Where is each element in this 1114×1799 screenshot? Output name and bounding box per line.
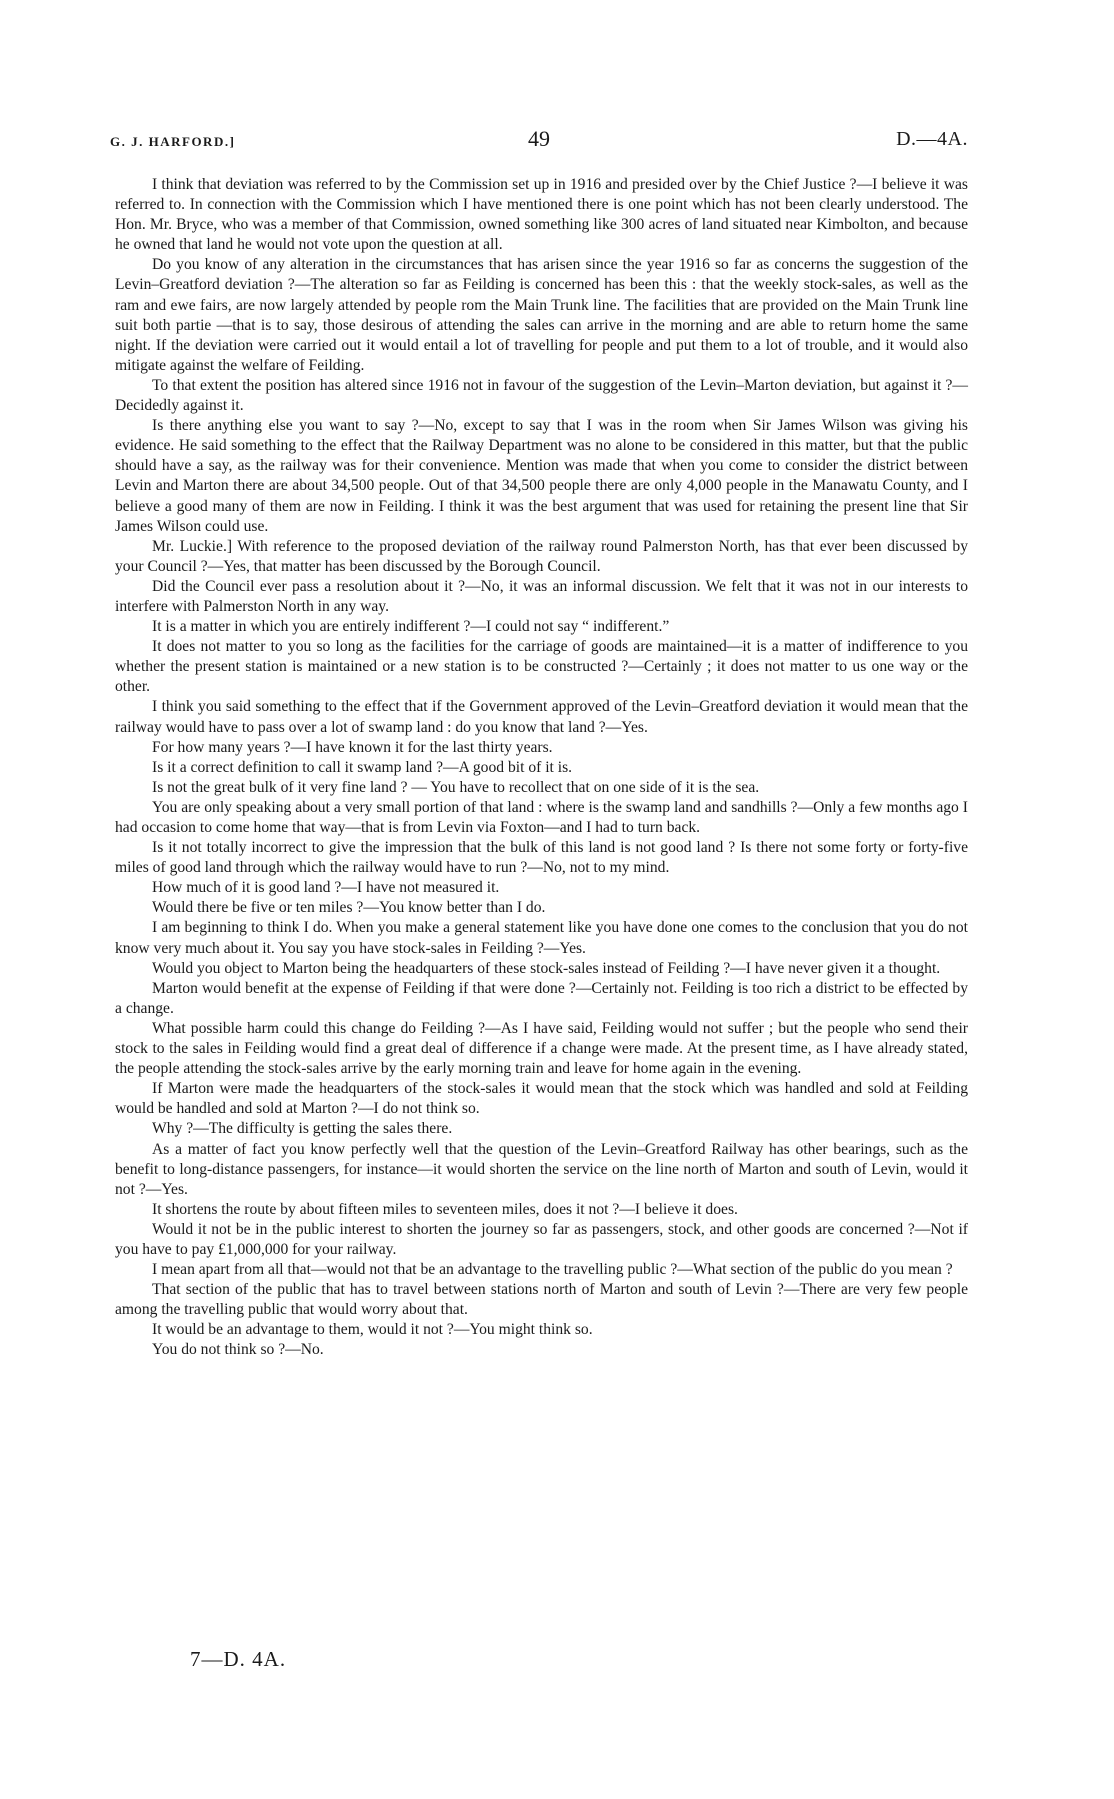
document-code: D.—4A. (896, 128, 968, 150)
paragraph: What possible harm could this change do Feilding ?—As I have said, Feilding would not suffer ; but the people who send their stock to the sales in Feilding would find a great deal of difference if a change were made. At the present time, as I have already stated, the people attending the stock-sales arrive by the early morning train and leave for home again in the evening. (115, 1019, 968, 1078)
paragraph: If Marton were made the headquarters of the stock-sales it would mean that the stock which was handled and sold at Feilding would be handled and sold at Marton ?—I do not think so. (115, 1080, 968, 1118)
paragraph: Mr. Luckie.] With reference to the proposed deviation of the railway round Palmerston North, has that ever been discussed by your Council ?—Yes, that matter has been discussed by the Borough Council. (115, 537, 968, 575)
paragraph: Why ?—The difficulty is getting the sales there. (152, 1120, 453, 1138)
paragraph: You do not think so ?—No. (152, 1341, 324, 1359)
paragraph: I am beginning to think I do. When you make a general statement like you have done one comes to the conclusion that you do not know very much about it. You say you have stock-sales in Feilding ?—Yes. (115, 919, 968, 957)
page-number: 49 (528, 126, 550, 151)
paragraph: How much of it is good land ?—I have not measured it. (152, 879, 500, 897)
paragraph: Is it not totally incorrect to give the impression that the bulk of this land is not good land ? Is there not some forty or forty-five miles of good land through which the railway would have to run ?—No, not to my mind. (115, 839, 968, 877)
paragraph: Would you object to Marton being the headquarters of these stock-sales instead of Feilding ?—I have never given it a thought. (152, 959, 941, 977)
paragraph: You are only speaking about a very small portion of that land : where is the swamp land and sandhills ?—Only a few months ago I had occasion to come home that way—that is from Levin via Foxton—and I had to turn back. (115, 798, 968, 836)
page-header (110, 126, 968, 156)
paragraph: It does not matter to you so long as the facilities for the carriage of goods are maintained—it is a matter of indifference to you whether the present station is maintained or a new station is to be constructed ?—Certainly ; it does not matter to us one way or the other. (115, 638, 968, 696)
paragraph: It is a matter in which you are entirely indifferent ?—I could not say “ indifferent.” (152, 618, 670, 636)
paragraph: Did the Council ever pass a resolution about it ?—No, it was an informal discussion. We felt that it was not in our interests to interfere with Palmerston North in any way. (115, 577, 968, 615)
witness-name: G. J. HARFORD.] (110, 134, 236, 149)
paragraph: Is it a correct definition to call it swamp land ?—A good bit of it is. (152, 758, 573, 776)
paragraph: Marton would benefit at the expense of Feilding if that were done ?—Certainly not. Feilding is too rich a district to be effected by a change. (115, 979, 968, 1017)
paragraph: I think you said something to the effect that if the Government approved of the Levin–Greatford deviation it would mean that the railway would have to pass over a lot of swamp land : do you know that land ?—Yes. (115, 698, 968, 736)
paragraph: I think that deviation was referred to by the Commission set up in 1916 and presided over by the Chief Justice ?—I believe it was referred to. In connection with the Commission which I have mentioned there is one point which has not been clearly understood. The Hon. Mr. Bryce, who was a member of that Commission, owned something like 300 acres of land situated near Kimbolton, and because he owned that land he would not vote upon the question at all. (115, 176, 968, 254)
paragraph: Is not the great bulk of it very fine land ? — You have to recollect that on one side of it is the sea. (152, 778, 760, 796)
paragraph: To that extent the position has altered since 1916 not in favour of the suggestion of the Levin–Marton deviation, but against it ?—Decidedly against it. (115, 376, 968, 415)
paragraph: Would there be five or ten miles ?—You know better than I do. (152, 899, 546, 917)
paragraph: Would it not be in the public interest to shorten the journey so far as passengers, stock, and other goods are concerned ?—Not if you have to pay £1,000,000 for your railway. (115, 1220, 968, 1258)
paragraph: For how many years ?—I have known it for the last thirty years. (152, 738, 553, 756)
body-text (115, 175, 968, 1361)
signature-mark: 7—D. 4A. (190, 1647, 287, 1671)
paragraph: That section of the public that has to travel between stations north of Marton and south of Levin ?—There are very few people among the travelling public that would worry about that. (115, 1281, 968, 1319)
paragraph: Do you know of any alteration in the circumstances that has arisen since the year 1916 so far as concerns the suggestion of the Levin–Greatford deviation ?—The alteration so far as Feilding is concerned has been this : that the weekly stock-sales, as well as the ram and ewe fairs, are now largely attended by people rom the Main Trunk line. The facilities that are provided on the Main Trunk line suit both partie —that is to say, those desirous of attending the sales can arrive in the morning and are able to return home the same night. If the deviation were carried out it would entail a lot of travelling for people and put them to a lot of trouble, and it would also mitigate against the welfare of Feilding. (115, 256, 968, 374)
paragraph: Is there anything else you want to say ?—No, except to say that I was in the room when Sir James Wilson was giving his evidence. He said something to the effect that the Railway Department was no alone to be considered in this matter, but that the public should have a say, as the railway was for their convenience. Mention was made that when you come to consider the district between Levin and Marton there are about 34,500 people. Out of that 34,500 people there are only 4,000 people in the Manawatu County, and I believe a good many of them are now in Feilding. I think it was the best argument that was used for retaining the present line that Sir James Wilson could use. (115, 417, 968, 535)
paragraph: As a matter of fact you know perfectly well that the question of the Levin–Greatford Railway has other bearings, such as the benefit to long-distance passengers, for instance—it would shorten the service on the line north of Marton and south of Levin, would it not ?—Yes. (115, 1140, 968, 1198)
paragraph: It shortens the route by about fifteen miles to seventeen miles, does it not ?—I believe it does. (152, 1200, 738, 1218)
paragraph: I mean apart from all that—would not that be an advantage to the travelling public ?—What section of the public do you mean ? (152, 1261, 953, 1279)
paragraph: It would be an advantage to them, would it not ?—You might think so. (152, 1321, 593, 1339)
